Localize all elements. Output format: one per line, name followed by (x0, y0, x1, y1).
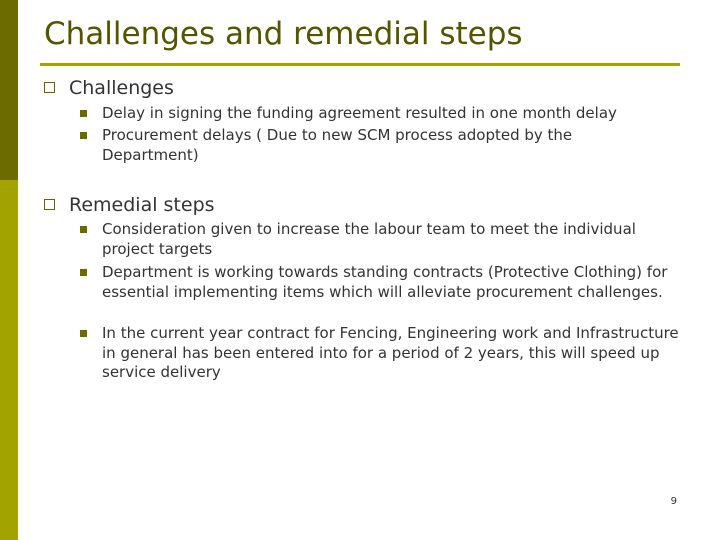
slide-title: Challenges and remedial steps (44, 16, 523, 52)
list-item-text: In the current year contract for Fencing, Engineering work and Infrastructure in general has been entered into for a period of 2 years, this will speed up service delivery (102, 324, 679, 381)
page-number: 9 (670, 496, 677, 507)
section-heading-label: Challenges (69, 77, 174, 99)
square-bullet-icon (80, 330, 87, 337)
square-bullet-icon (80, 226, 87, 233)
list-item (80, 126, 620, 165)
list-item (80, 220, 680, 259)
list-item-text: Procurement delays ( Due to new SCM process adopted by the Department) (102, 126, 573, 164)
section-heading-challenges (44, 77, 174, 99)
square-bullet-icon (80, 132, 87, 139)
list-item-text: Consideration given to increase the labour team to meet the individual project targets (102, 220, 636, 258)
list-item-text: Delay in signing the funding agreement resulted in one month delay (102, 104, 617, 122)
hollow-square-bullet-icon (44, 199, 55, 210)
hollow-square-bullet-icon (44, 82, 55, 93)
section-heading-label: Remedial steps (69, 194, 215, 216)
section-heading-remedial-steps (44, 194, 215, 216)
list-item (80, 104, 680, 124)
square-bullet-icon (80, 110, 87, 117)
list-item-text: Department is working towards standing contracts (Protective Clothing) for essential implementing items which will alleviate procurement challenges. (102, 263, 668, 301)
square-bullet-icon (80, 269, 87, 276)
list-item (80, 263, 680, 302)
list-item (80, 324, 680, 383)
